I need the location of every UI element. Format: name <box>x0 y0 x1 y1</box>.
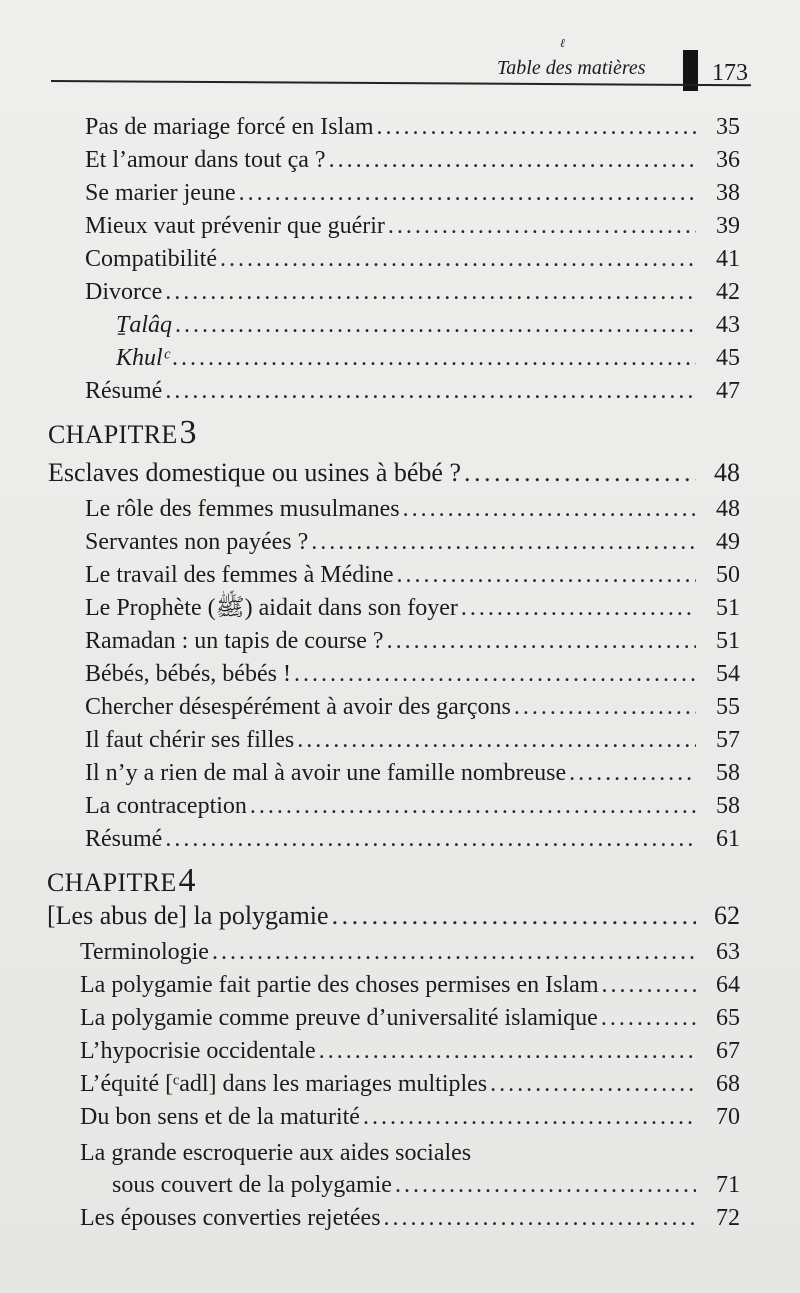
dot-leader <box>172 346 696 370</box>
dot-leader <box>250 794 696 818</box>
dot-leader <box>377 115 696 139</box>
dot-leader <box>297 728 696 752</box>
dot-leader <box>569 761 696 785</box>
toc-entry <box>85 115 740 139</box>
toc-entry-page: 51 <box>716 628 740 654</box>
toc-entry-title: Esclaves domestique ou usines à bébé ? <box>48 458 461 487</box>
dot-leader <box>165 827 696 851</box>
chapter-number: 3 <box>179 414 197 451</box>
dot-leader <box>397 563 696 587</box>
toc-entry-title: sous couvert de la polygamie <box>112 1172 392 1198</box>
toc-entry-page: 43 <box>716 312 740 338</box>
toc-entry <box>80 1039 740 1063</box>
toc-entry-page: 70 <box>716 1104 740 1130</box>
toc-entry-title: Pas de mariage forcé en Islam <box>85 114 374 140</box>
toc-entry-page: 38 <box>716 180 740 206</box>
toc-entry <box>112 1173 740 1197</box>
toc-entry-title: Se marier jeune <box>85 180 236 206</box>
toc-entry-page: 68 <box>716 1071 740 1097</box>
toc-subentry <box>116 346 740 370</box>
toc-entry-title: Et l’amour dans tout ça ? <box>85 147 326 173</box>
toc-entry <box>85 728 740 752</box>
toc-entry-page: 48 <box>714 458 740 487</box>
dot-leader <box>384 1206 696 1230</box>
dot-leader <box>490 1072 696 1096</box>
dot-leader <box>239 181 696 205</box>
toc-entry-title: [Les abus de] la polygamie <box>47 901 329 930</box>
toc-entry <box>85 629 740 653</box>
toc-entry <box>85 596 740 620</box>
toc-entry-page: 65 <box>716 1005 740 1031</box>
toc-entry <box>85 497 740 521</box>
toc-entry-title: Résumé <box>85 826 163 852</box>
running-header-title: Table des matières <box>497 57 646 79</box>
chapter-section-title <box>47 903 740 929</box>
toc-entry-page: 58 <box>716 760 740 786</box>
toc-entry-page: 63 <box>716 939 740 965</box>
chapter-label: CHAPITRE <box>48 420 178 449</box>
toc-entry-page: 54 <box>716 661 740 687</box>
toc-entry-title: Terminologie <box>80 939 209 965</box>
toc-entry-page: 45 <box>716 345 740 371</box>
toc-entry-title: Bébés, bébés, bébés ! <box>85 661 291 687</box>
toc-entry <box>80 940 740 964</box>
chapter-heading <box>48 414 197 452</box>
toc-entry <box>80 1206 740 1230</box>
toc-entry <box>85 695 740 719</box>
dot-leader <box>387 629 696 653</box>
toc-entry-title: Divorce <box>85 279 163 305</box>
toc-entry-title-line1: La grande escroquerie aux aides sociales <box>80 1140 472 1166</box>
toc-entry-title: L’hypocrisie occidentale <box>80 1038 316 1064</box>
toc-entry <box>85 530 740 554</box>
toc-entry-title: Servantes non payées ? <box>85 529 309 555</box>
toc-entry <box>85 379 740 403</box>
toc-subentry <box>116 313 740 337</box>
toc-entry <box>80 1072 740 1096</box>
toc-entry <box>80 1105 740 1129</box>
toc-entry-page: 48 <box>716 496 740 522</box>
toc-entry <box>80 1006 740 1030</box>
toc-entry-title: Ramadan : un tapis de course ? <box>85 628 384 654</box>
toc-entry-title: La polygamie fait partie des choses permises en Islam <box>80 972 599 998</box>
toc-entry-title: Résumé <box>85 378 163 404</box>
toc-entry <box>85 794 740 818</box>
toc-entry-title: Khulᶜ <box>116 345 169 371</box>
toc-entry-title: Compatibilité <box>85 246 217 272</box>
toc-entry-page: 71 <box>716 1172 740 1198</box>
toc-entry-page: 67 <box>716 1038 740 1064</box>
toc-entry-page: 39 <box>716 213 740 239</box>
toc-entry-title: Il n’y a rien de mal à avoir une famille nombreuse <box>85 760 567 786</box>
toc-entry-page: 42 <box>716 279 740 305</box>
dot-leader <box>514 695 696 719</box>
toc-entry <box>85 214 740 238</box>
chapter-section-title <box>48 460 740 486</box>
toc-entry-title: Ṯalâq <box>116 312 173 338</box>
toc-entry-page: 55 <box>716 694 740 720</box>
toc-entry <box>85 280 740 304</box>
dot-leader <box>294 662 696 686</box>
toc-entry-title: La polygamie comme preuve d’universalité islamique <box>80 1005 598 1031</box>
pen-mark: ℓ <box>560 36 565 50</box>
dot-leader <box>461 596 696 620</box>
chapter-number: 4 <box>178 862 196 899</box>
toc-entry-title: Chercher désespérément à avoir des garçons <box>85 694 511 720</box>
dot-leader <box>165 379 696 403</box>
chapter-heading <box>47 862 196 900</box>
dot-leader <box>165 280 696 304</box>
toc-entry-page: 49 <box>716 529 740 555</box>
toc-entry-page: 35 <box>716 114 740 140</box>
dot-leader <box>332 903 696 929</box>
toc-entry <box>85 181 740 205</box>
toc-entry-title: Il faut chérir ses filles <box>85 727 295 753</box>
toc-entry-page: 47 <box>716 378 740 404</box>
dot-leader <box>212 940 696 964</box>
dot-leader <box>363 1105 696 1129</box>
toc-entry-title: Les épouses converties rejetées <box>80 1205 381 1231</box>
dot-leader <box>602 973 697 997</box>
toc-entry-page: 58 <box>716 793 740 819</box>
toc-entry-page: 61 <box>716 826 740 852</box>
toc-entry-page: 36 <box>716 147 740 173</box>
toc-entry-title: Le rôle des femmes musulmanes <box>85 496 400 522</box>
toc-entry-title: Du bon sens et de la maturité <box>80 1104 360 1130</box>
dot-leader <box>388 214 696 238</box>
dot-leader <box>220 247 696 271</box>
toc-entry-page: 41 <box>716 246 740 272</box>
toc-entry <box>85 563 740 587</box>
page-number: 173 <box>712 60 748 86</box>
toc-entry-title: Le Prophète (ﷺ) aidait dans son foyer <box>85 595 458 621</box>
toc-entry-page: 72 <box>716 1205 740 1231</box>
toc-entry <box>85 827 740 851</box>
toc-entry-page: 64 <box>716 972 740 998</box>
dot-leader <box>464 460 696 486</box>
toc-entry <box>80 973 740 997</box>
dot-leader <box>175 313 696 337</box>
toc-entry-title: L’équité [ᶜadl] dans les mariages multiples <box>80 1071 488 1097</box>
toc-entry <box>85 761 740 785</box>
toc-entry <box>85 148 740 172</box>
dot-leader <box>395 1173 696 1197</box>
dot-leader <box>311 530 696 554</box>
toc-entry-title: La contraception <box>85 793 247 819</box>
dot-leader <box>601 1006 696 1030</box>
toc-entry-title: Le travail des femmes à Médine <box>85 562 394 588</box>
dot-leader <box>403 497 696 521</box>
toc-entry-page: 57 <box>716 727 740 753</box>
toc-entry-title: Mieux vaut prévenir que guérir <box>85 213 385 239</box>
dot-leader <box>319 1039 696 1063</box>
chapter-label: CHAPITRE <box>47 868 177 897</box>
toc-entry-page: 51 <box>716 595 740 621</box>
toc-entry-page: 50 <box>716 562 740 588</box>
toc-entry-page: 62 <box>714 901 740 930</box>
dot-leader <box>329 148 696 172</box>
toc-entry <box>85 247 740 271</box>
toc-entry <box>85 662 740 686</box>
